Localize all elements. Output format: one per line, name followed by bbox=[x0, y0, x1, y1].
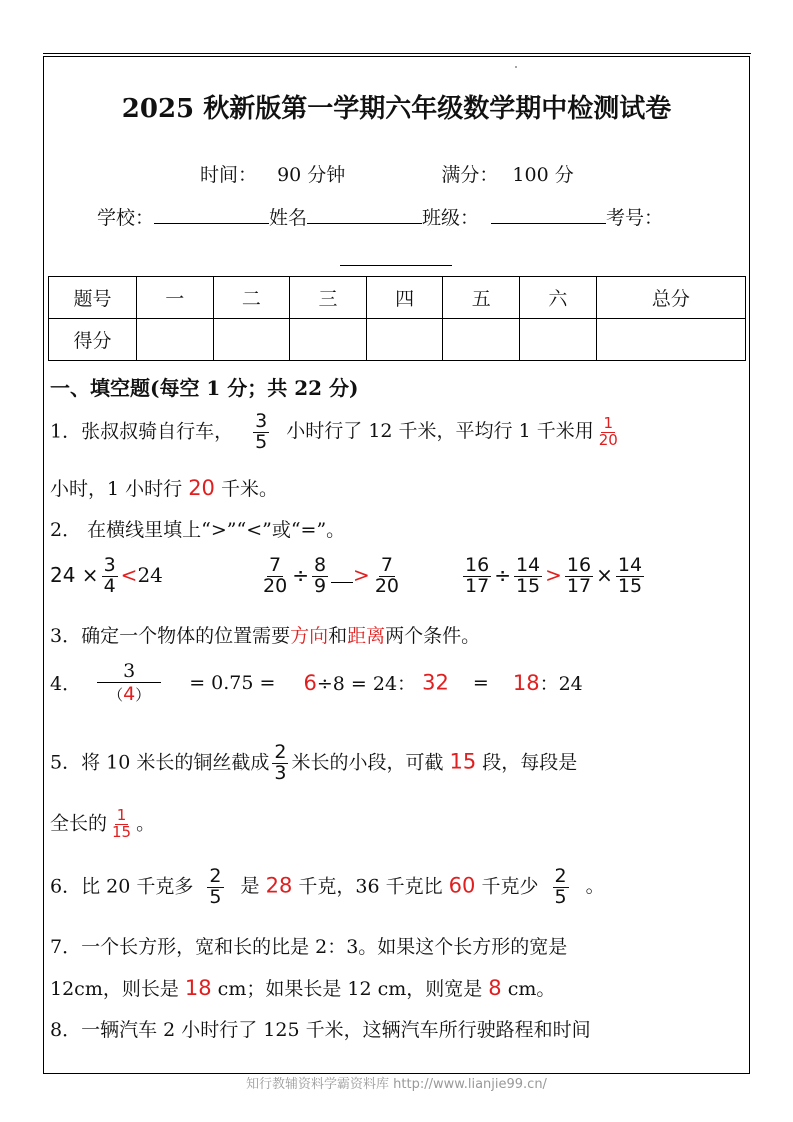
score-row-label: 得分 bbox=[49, 319, 137, 361]
q2-fraction: $\frac{7}{20}$ bbox=[374, 554, 399, 597]
q2-fraction: $\frac{8}{9}$ bbox=[313, 554, 327, 597]
page-title: 2025 秋新版第一学期六年级数学期中检测试卷 bbox=[121, 94, 672, 124]
q2-fraction: $\frac{14}{15}$ bbox=[515, 554, 541, 597]
q4-text: ：24 bbox=[539, 673, 583, 695]
question-3 bbox=[50, 621, 480, 648]
class-blank[interactable] bbox=[491, 207, 606, 224]
q6-text: 千克少 bbox=[481, 875, 539, 898]
score-cell[interactable] bbox=[213, 319, 290, 361]
q4-answer-3: 18 bbox=[512, 670, 540, 695]
q5-text: 米长的小段，可截 bbox=[291, 751, 444, 774]
q4-fraction: $\frac{3}{(4)}$ bbox=[97, 660, 161, 705]
q1-text: 小时行了 12 千米，平均行 1 千米用 bbox=[286, 420, 594, 443]
q2-operator: ÷ bbox=[292, 562, 309, 587]
question-5-line-1 bbox=[50, 743, 577, 784]
score-cell[interactable] bbox=[290, 319, 367, 361]
q5-answer-2: $\frac{1}{15}$ bbox=[112, 806, 132, 841]
header-cell: 三 bbox=[290, 277, 367, 319]
q4-answer-2: 32 bbox=[422, 670, 449, 695]
q6-text: 是 bbox=[240, 875, 260, 898]
q2-fraction: $\frac{14}{15}$ bbox=[617, 554, 643, 597]
score-cell[interactable] bbox=[137, 319, 214, 361]
header-cell: 总分 bbox=[596, 277, 745, 319]
q1-text: 1．张叔叔骑自行车， bbox=[50, 420, 234, 443]
q7-text: cm。 bbox=[507, 978, 556, 1000]
score-table-header-row bbox=[49, 277, 746, 319]
q1-fraction: $\frac{3}{5}$ bbox=[255, 410, 268, 453]
q7-text: cm；如果长是 12 cm，则宽是 bbox=[217, 978, 483, 1000]
q2-expr-text: 24 × bbox=[50, 562, 99, 587]
q1-answer-2: 20 bbox=[188, 476, 215, 500]
question-5-line-2 bbox=[50, 808, 155, 841]
time-value: 90 分钟 bbox=[277, 164, 346, 186]
q1-text: 千米。 bbox=[220, 478, 278, 500]
q7-answer-1: 18 bbox=[184, 976, 212, 1000]
q7-text: 12cm，则长是 bbox=[50, 978, 179, 1000]
q2-fraction: $\frac{3}{4}$ bbox=[103, 554, 116, 597]
name-blank[interactable] bbox=[307, 207, 422, 224]
q5-text: 全长的 bbox=[50, 812, 108, 835]
scan-dot bbox=[515, 66, 517, 68]
exam-no-line bbox=[340, 249, 452, 271]
q2-fraction: $\frac{7}{20}$ bbox=[263, 554, 288, 597]
q2-fraction: $\frac{16}{17}$ bbox=[465, 554, 490, 597]
q6-fraction: $\frac{2}{5}$ bbox=[554, 865, 567, 908]
header-cell: 五 bbox=[443, 277, 520, 319]
header-cell: 题号 bbox=[49, 277, 137, 319]
q6-text: 。 bbox=[585, 875, 605, 898]
q5-fraction: $\frac{2}{3}$ bbox=[274, 741, 287, 784]
score-label: 满分： bbox=[441, 164, 499, 186]
q4-text: = 0.75 = bbox=[189, 671, 276, 694]
question-1-line-1 bbox=[50, 412, 623, 453]
q2-operator: × bbox=[596, 562, 613, 587]
name-label: 姓名 bbox=[269, 207, 308, 229]
q2-expr-2 bbox=[258, 556, 404, 597]
school-blank[interactable] bbox=[154, 207, 269, 224]
q4-answer-1: 6 bbox=[303, 670, 317, 695]
q6-text: 6．比 20 千克多 bbox=[50, 875, 194, 898]
score-cell[interactable] bbox=[520, 319, 597, 361]
exam-info bbox=[200, 160, 574, 187]
q2-expr-3 bbox=[460, 556, 647, 597]
q2-answer-2: > bbox=[353, 562, 370, 587]
question-4 bbox=[50, 660, 583, 705]
header-cell: 四 bbox=[366, 277, 443, 319]
q2-answer-3: > bbox=[545, 562, 562, 587]
student-fields bbox=[97, 203, 663, 230]
q2-answer-1: < bbox=[120, 562, 138, 587]
time-label: 时间： bbox=[200, 164, 258, 186]
question-7-line-2 bbox=[50, 974, 555, 1001]
q2-fraction: $\frac{16}{17}$ bbox=[566, 554, 592, 597]
q3-answer-1: 方向 bbox=[290, 625, 329, 647]
q6-answer-2: 60 bbox=[448, 873, 476, 898]
question-1-line-2 bbox=[50, 474, 278, 501]
q5-text: 段，每段是 bbox=[482, 751, 578, 774]
q2-expr-1 bbox=[50, 556, 163, 597]
q3-text: 和 bbox=[328, 625, 348, 647]
q5-text: 5．将 10 米长的铜丝截成 bbox=[50, 751, 270, 774]
q3-text: 两个条件。 bbox=[385, 625, 481, 647]
top-rule bbox=[43, 53, 751, 54]
q3-answer-2: 距离 bbox=[347, 625, 386, 647]
q2-operator: ÷ bbox=[494, 562, 511, 587]
q4-number: 4． bbox=[50, 673, 82, 695]
header-cell: 一 bbox=[137, 277, 214, 319]
school-label: 学校： bbox=[97, 207, 155, 229]
question-2: 2． 在横线里填上“>”“<”或“=”。 bbox=[50, 519, 346, 541]
q5-text: 。 bbox=[136, 812, 156, 835]
score-cell[interactable] bbox=[366, 319, 443, 361]
q2-blank bbox=[331, 570, 353, 583]
score-cell[interactable] bbox=[443, 319, 520, 361]
section-heading: 一、填空题(每空 1 分；共 22 分) bbox=[50, 376, 359, 400]
q1-answer-1: $\frac{1}{20}$ bbox=[598, 414, 618, 449]
score-cell[interactable] bbox=[596, 319, 745, 361]
question-8: 8．一辆汽车 2 小时行了 125 千米，这辆汽车所行驶路程和时间 bbox=[50, 1019, 591, 1041]
score-value: 100 分 bbox=[512, 164, 574, 186]
score-table bbox=[48, 276, 746, 361]
q1-text: 小时，1 小时行 bbox=[50, 478, 183, 500]
score-table-score-row bbox=[49, 319, 746, 361]
question-7-line-1: 7．一个长方形，宽和长的比是 2：3。如果这个长方形的宽是 bbox=[50, 936, 568, 958]
q6-fraction: $\frac{2}{5}$ bbox=[209, 865, 222, 908]
q4-text: = bbox=[472, 671, 489, 694]
q6-text: 千克，36 千克比 bbox=[298, 875, 443, 898]
question-6 bbox=[50, 867, 605, 908]
page-footer: 知行教辅资料学霸资料库 http://www.lianjie99.cn/ bbox=[246, 1077, 547, 1092]
exam-no-label: 考号： bbox=[606, 207, 664, 229]
q2-expr-text: 24 bbox=[137, 562, 163, 587]
q5-answer-1: 15 bbox=[449, 749, 477, 774]
q6-answer-1: 28 bbox=[265, 873, 293, 898]
q4-text: ÷8 = 24： bbox=[316, 673, 417, 695]
header-cell: 二 bbox=[213, 277, 290, 319]
exam-no-blank[interactable] bbox=[340, 249, 452, 266]
class-label: 班级： bbox=[422, 207, 480, 229]
header-cell: 六 bbox=[520, 277, 597, 319]
q3-text: 3．确定一个物体的位置需要 bbox=[50, 625, 291, 647]
q7-answer-2: 8 bbox=[488, 976, 502, 1000]
